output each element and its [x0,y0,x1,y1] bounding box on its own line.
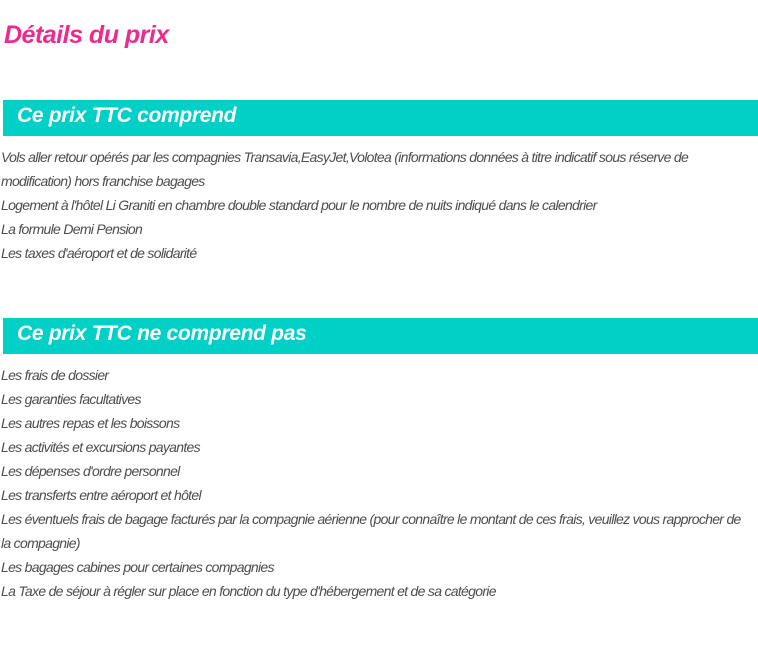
list-item: Les bagages cabines pour certaines compagnies [1,559,274,575]
list-item: Les éventuels frais de bagage facturés par la compagnie aérienne (pour connaître le montant de ces frais, veuillez vous rapprocher de la compagnie) [1,511,741,551]
section-price-excluded [0,318,758,603]
list-item: Logement à l'hôtel Li Graniti en chambre double standard pour le nombre de nuits indiqué dans le calendrier [1,197,597,213]
list-item: Les autres repas et les boissons [1,415,180,431]
list-item: Les activités et excursions payantes [1,439,200,455]
list-item: La Taxe de séjour à régler sur place en fonction du type d'hébergement et de sa catégorie [1,583,496,599]
list-item: Les transferts entre aéroport et hôtel [1,487,201,503]
excluded-heading: Ce prix TTC ne comprend pas [17,322,307,345]
list-item: Les frais de dossier [1,367,109,383]
list-item: La formule Demi Pension [1,221,143,237]
included-list [1,145,747,265]
excluded-heading-banner [3,318,758,354]
included-heading: Ce prix TTC comprend [17,104,237,127]
list-item: Les dépenses d'ordre personnel [1,463,180,479]
section-price-included [0,100,758,265]
excluded-list [1,363,747,603]
page-title: Détails du prix [4,21,169,49]
included-heading-banner [3,100,758,136]
list-item: Les taxes d'aéroport et de solidarité [1,245,197,261]
price-details-page [0,20,758,603]
list-item: Les garanties facultatives [1,391,141,407]
list-item: Vols aller retour opérés par les compagnies Transavia,EasyJet,Volotea (informations données à titre indicatif sous réserve de modification) hors franchise bagages [1,149,689,189]
